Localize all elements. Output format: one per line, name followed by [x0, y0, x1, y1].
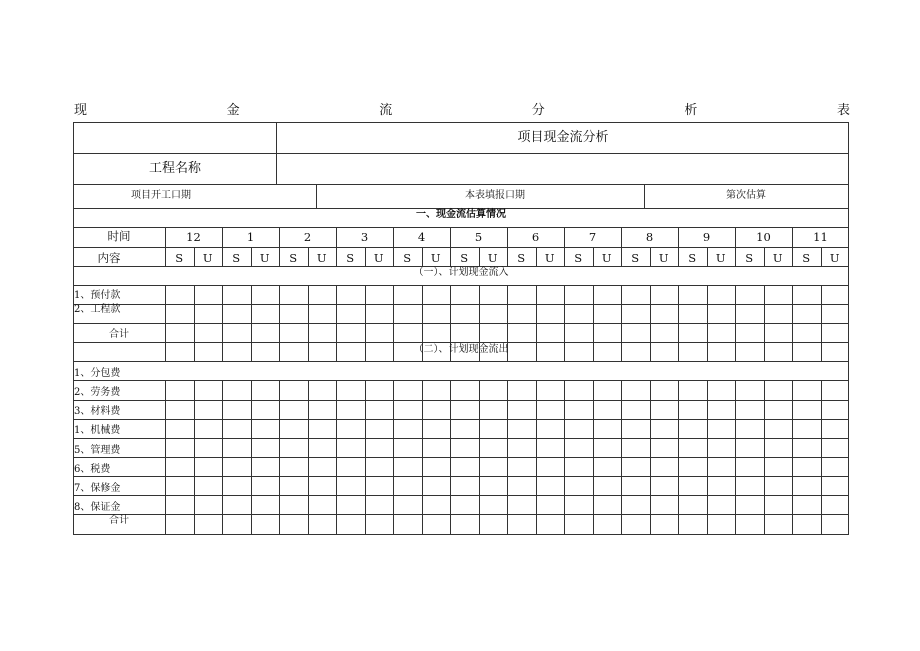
fill-date-label: 本表填报口期: [465, 190, 525, 201]
month-header: 4: [417, 230, 426, 244]
estimate-label: 第次估算: [726, 190, 766, 201]
month-header: 11: [813, 230, 828, 244]
title-char: 现: [74, 103, 88, 118]
month-header: 7: [588, 230, 597, 244]
sub-column-header: U: [658, 251, 669, 265]
sub-column-header: U: [829, 251, 840, 265]
month-header: 6: [531, 230, 540, 244]
inflow-item: 2、工程款: [74, 304, 121, 315]
outflow-item: 3、材料费: [74, 406, 121, 417]
outflow-item: 1、分包费: [74, 368, 121, 379]
outflow-item: 5、管理费: [74, 445, 121, 456]
inflow-item: 1、预付款: [74, 290, 121, 301]
month-header: 8: [645, 230, 654, 244]
sub-column-header: S: [688, 251, 697, 265]
sub-column-header: U: [316, 251, 327, 265]
inflow-total-label: 合计: [109, 329, 129, 340]
outflow-total-label: 合计: [109, 515, 129, 526]
month-header: 12: [186, 230, 201, 244]
page-title: [74, 101, 850, 121]
sub-column-header: S: [403, 251, 412, 265]
sub-column-header: U: [202, 251, 213, 265]
sub-column-header: U: [430, 251, 441, 265]
sub-column-header: S: [232, 251, 241, 265]
sub-column-header: S: [802, 251, 811, 265]
title-char: 分: [531, 103, 545, 118]
project-analysis-heading: 项目现金流分析: [517, 130, 609, 145]
sub-column-header: U: [772, 251, 783, 265]
project-name-label: 工程名称: [148, 161, 202, 176]
cash-flow-table: [73, 122, 849, 535]
content-label: 内容: [97, 251, 121, 265]
outflow-item: 6、税费: [74, 464, 111, 475]
sub-column-header: S: [574, 251, 583, 265]
sub-column-header: S: [460, 251, 469, 265]
title-char: 析: [684, 103, 698, 118]
outflow-item: 8、保证金: [74, 502, 121, 513]
section-inflow-title: （一）、计划现金流入: [413, 267, 509, 278]
sub-column-header: U: [373, 251, 384, 265]
sub-column-header: U: [487, 251, 498, 265]
sub-column-header: S: [745, 251, 754, 265]
month-header: 5: [474, 230, 483, 244]
month-header: 1: [246, 230, 255, 244]
table-grid: [73, 122, 849, 535]
month-header: 2: [303, 230, 312, 244]
sub-column-header: S: [346, 251, 355, 265]
month-header: 3: [360, 230, 369, 244]
sub-column-header: S: [175, 251, 184, 265]
title-char: 表: [836, 103, 850, 118]
sub-column-header: U: [715, 251, 726, 265]
sub-column-header: S: [631, 251, 640, 265]
sub-column-header: U: [259, 251, 270, 265]
outflow-item: 1、机械费: [74, 425, 121, 436]
outflow-item: 7、保修金: [74, 483, 121, 494]
section-cash-flow-estimate: 一、现金流估算情况: [416, 209, 506, 220]
sub-column-header: U: [601, 251, 612, 265]
sub-column-header: U: [544, 251, 555, 265]
sub-column-header: S: [289, 251, 298, 265]
section-outflow-title: （二）、计划现金流出: [413, 344, 509, 355]
month-header: 9: [702, 230, 711, 244]
outflow-item: 2、劳务费: [74, 387, 121, 398]
time-label: 时间: [107, 229, 131, 243]
start-date-label: 项目开工口期: [131, 190, 191, 201]
month-header: 10: [756, 230, 771, 244]
title-char: 金: [226, 103, 240, 118]
sub-column-header: S: [517, 251, 526, 265]
title-char: 流: [379, 103, 393, 118]
